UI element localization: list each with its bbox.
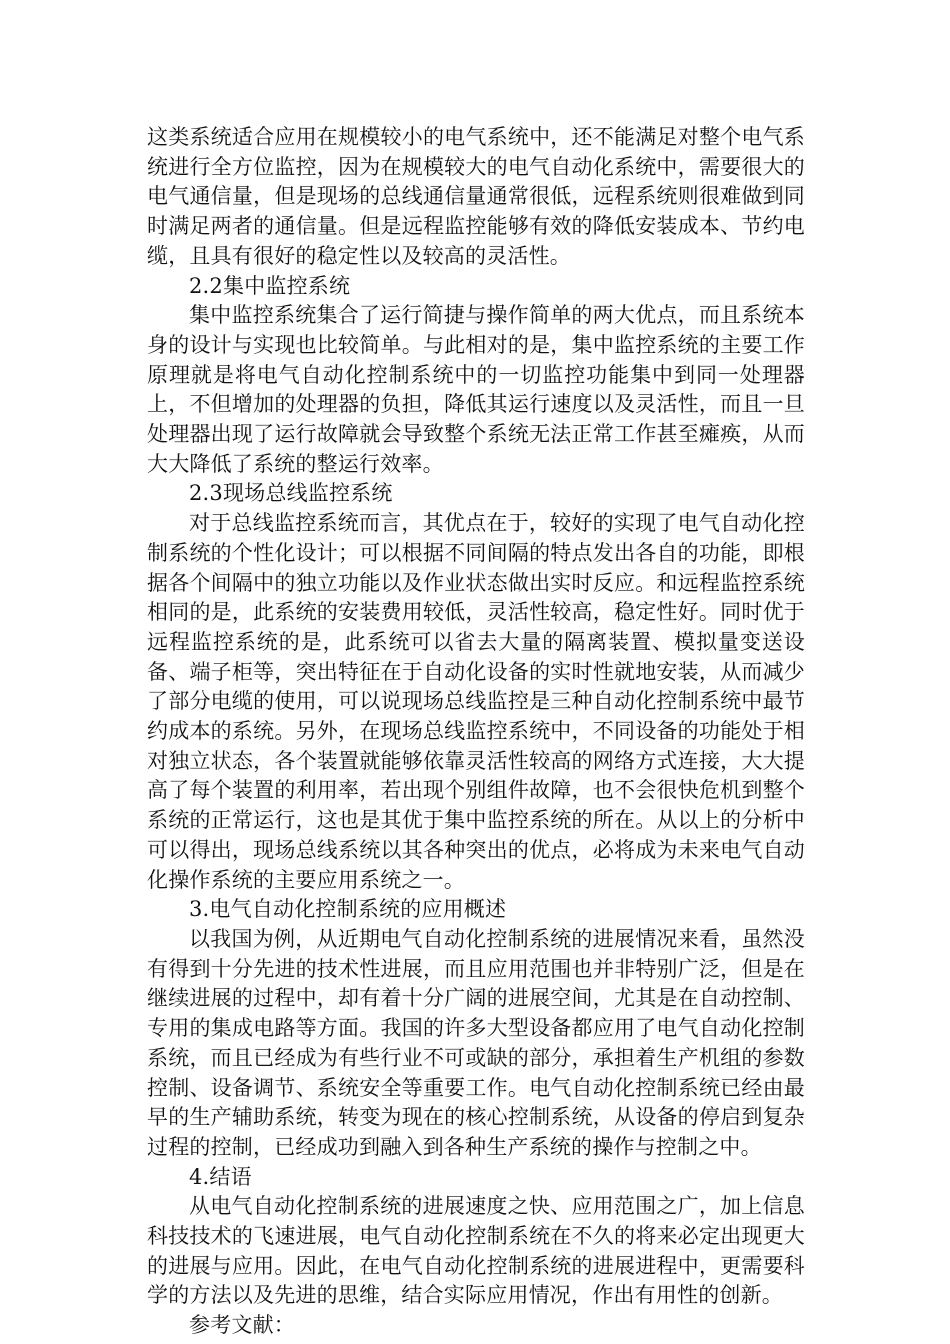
document-body [147,123,805,1341]
paragraph-application-overview: 以我国为例，从近期电气自动化控制系统的进展情况来看，虽然没有得到十分先进的技术性进展，而且应用范围也并非特别广泛，但是在继续进展的过程中，却有着十分广阔的进展空间，尤其是在自动控制、专用的集成电路等方面。我国的许多大型设备都应用了电气自动化控制系统，而且已经成为有些行业不可或缺的部分，承担着生产机组的参数控制、设备调节、系统安全等重要工作。电气自动化控制系统已经由最早的生产辅助系统，转变为现在的核心控制系统，从设备的停启到复杂过程的控制，已经成功到融入到各种生产系统的操作与控制之中。 [147,926,805,1159]
paragraph-fieldbus-monitoring: 对于总线监控系统而言，其优点在于，较好的实现了电气自动化控制系统的个性化设计；可以根据不同间隔的特点发出各自的功能，即根据各个间隔中的独立功能以及作业状态做出实时反应。和远程监控系统相同的是，此系统的安装费用较低，灵活性较高，稳定性好。同时优于远程监控系统的是，此系统可以省去大量的隔离装置、模拟量变送设备、端子柜等，突出特征在于自动化设备的实时性就地安装，从而减少了部分电缆的使用，可以说现场总线监控是三种自动化控制系统中最节约成本的系统。另外，在现场总线监控系统中，不同设备的功能处于相对独立状态，各个装置就能够依靠灵活性较高的网络方式连接，大大提高了每个装置的利用率，若出现个别组件故障，也不会很快危机到整个系统的正常运行，这也是其优于集中监控系统的所在。从以上的分析中可以得出，现场总线系统以其各种突出的优点，必将成为未来电气自动化操作系统的主要应用系统之一。 [147,511,805,892]
section-heading-2-3: 2.3现场总线监控系统 [189,481,393,506]
paragraph-centralized-monitoring: 集中监控系统集合了运行简捷与操作简单的两大优点，而且系统本身的设计与实现也比较简单。与此相对的是，集中监控系统的主要工作原理就是将电气自动化控制系统中的一切监控功能集中到同一处理器上，不但增加的处理器的负担，降低其运行速度以及灵活性，而且一旦处理器出现了运行故障就会导致整个系统无法正常工作甚至瘫痪，从而大大降低了系统的整运行效率。 [147,303,805,476]
references-heading: 参考文献： [189,1313,295,1338]
paragraph-conclusion: 从电气自动化控制系统的进展速度之快、应用范围之广，加上信息科技技术的飞速进展，电气自动化控制系统在不久的将来必定出现更大的进展与应用。因此，在电气自动化控制系统的进展进程中，更需要科学的方法以及先进的思维，结合实际应用情况，作出有用性的创新。 [147,1194,805,1308]
paragraph-remote-monitoring-conclusion: 这类系统适合应用在规模较小的电气系统中，还不能满足对整个电气系统进行全方位监控，因为在规模较大的电气自动化系统中，需要很大的电气通信量，但是现场的总线通信量通常很低，远程系统则很难做到同时满足两者的通信量。但是远程监控能够有效的降低安装成本、节约电缆，且具有很好的稳定性以及较高的灵活性。 [147,125,805,268]
section-heading-2-2: 2.2集中监控系统 [189,273,351,298]
section-heading-3: 3.电气自动化控制系统的应用概述 [189,897,507,922]
section-heading-4: 4.结语 [189,1164,252,1189]
